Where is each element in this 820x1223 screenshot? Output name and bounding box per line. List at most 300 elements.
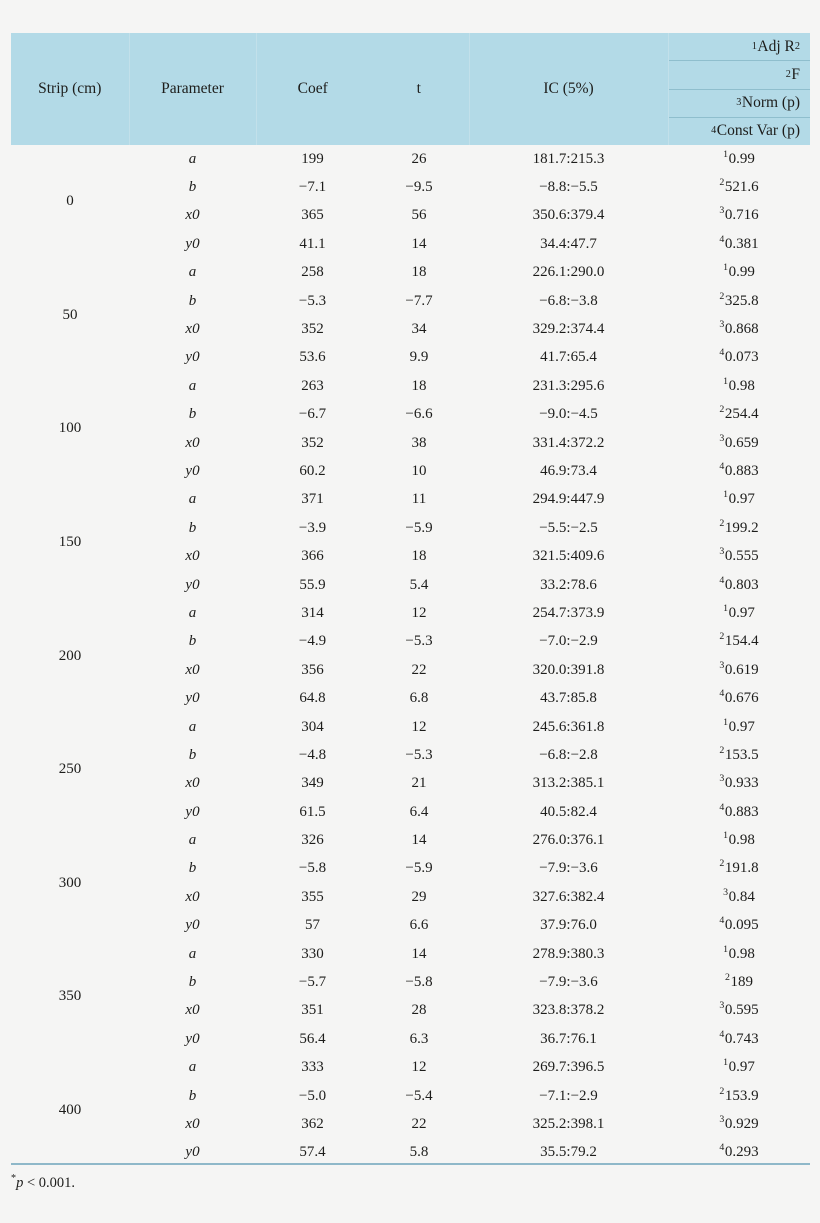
table-row — [11, 145, 810, 173]
coef-cell: −6.7 — [298, 406, 327, 423]
parameter-cell: x0 — [185, 548, 200, 565]
table-row — [11, 770, 810, 798]
ic-cell: 278.9:380.3 — [532, 945, 605, 962]
parameter-cell: x0 — [185, 434, 200, 451]
ic-cell: 254.7:373.9 — [532, 604, 605, 621]
statistic-value: 254.4 — [724, 406, 759, 423]
strip-label: 300 — [58, 874, 82, 891]
statistic-cell — [668, 514, 810, 542]
table-row — [11, 628, 810, 656]
parameter-cell: x0 — [185, 661, 200, 678]
t-value-cell: 28 — [411, 1002, 427, 1019]
ic-cell: −6.8:−2.8 — [539, 746, 598, 763]
table-row — [11, 883, 810, 911]
statistic-value: 0.293 — [724, 1144, 759, 1161]
parameter-cell: x0 — [185, 1002, 200, 1019]
t-value-cell: 34 — [411, 321, 427, 338]
coef-cell: 61.5 — [299, 803, 326, 820]
ic-cell: 320.0:391.8 — [532, 661, 605, 678]
ic-cell: 323.8:378.2 — [532, 1002, 605, 1019]
statistic-marker: 2 — [719, 631, 725, 643]
column-header-coef: Coef — [256, 33, 369, 145]
statistic-value: 0.555 — [724, 548, 759, 565]
t-value-cell: −7.7 — [405, 292, 433, 309]
statistic-marker: 3 — [719, 432, 725, 444]
parameter-cell: a — [188, 832, 197, 849]
parameter-cell: y0 — [185, 917, 200, 934]
parameter-cell: a — [188, 377, 197, 394]
statistic-cell — [668, 486, 810, 514]
column-header-parameter: Parameter — [129, 33, 256, 145]
ic-cell: 226.1:290.0 — [532, 264, 605, 281]
statistic-marker: 3 — [719, 1113, 725, 1125]
parameter-cell: x0 — [185, 888, 200, 905]
table-row — [11, 571, 810, 599]
table-row — [11, 741, 810, 769]
statistic-cell — [668, 826, 810, 854]
ic-cell: 350.6:379.4 — [532, 207, 605, 224]
statistic-cell — [668, 1054, 810, 1082]
statistic-cell — [668, 287, 810, 315]
t-value-cell: 29 — [411, 888, 427, 905]
coef-cell: 64.8 — [299, 690, 326, 707]
statistic-cell — [668, 344, 810, 372]
coef-cell: 57 — [305, 917, 320, 934]
coef-cell: 57.4 — [299, 1144, 326, 1161]
parameter-cell: b — [188, 746, 197, 763]
ic-cell: 276.0:376.1 — [532, 832, 605, 849]
statistic-value: 0.868 — [724, 321, 759, 338]
statistic-value: 0.676 — [724, 690, 759, 707]
statistic-value: 154.4 — [724, 633, 759, 650]
statistic-marker: 1 — [723, 602, 729, 614]
strip-label: 50 — [62, 306, 78, 323]
ic-cell: 313.2:385.1 — [532, 775, 605, 792]
statistic-cell — [668, 997, 810, 1025]
parameter-cell: b — [188, 406, 197, 423]
t-value-cell: 6.3 — [409, 1030, 429, 1047]
statistics-header-row-2: 2 F — [669, 60, 811, 88]
statistics-header-row-4: 4 Const Var (p) — [669, 117, 811, 145]
parameter-cell: b — [188, 860, 197, 877]
statistic-marker: 4 — [719, 915, 725, 927]
statistic-value: 0.095 — [724, 917, 759, 934]
table-row — [11, 542, 810, 570]
ic-cell: 37.9:76.0 — [540, 917, 597, 934]
t-value-cell: 6.6 — [409, 917, 429, 934]
statistics-header-label: Norm (p) — [741, 94, 800, 112]
statistic-marker: 4 — [719, 233, 725, 245]
statistic-marker: 2 — [719, 517, 725, 529]
statistic-value: 0.98 — [728, 832, 755, 849]
coef-cell: −7.1 — [298, 179, 327, 196]
t-value-cell: 14 — [411, 235, 427, 252]
t-value-cell: 22 — [411, 1115, 427, 1132]
table-body — [11, 145, 810, 1167]
statistic-marker: 2 — [719, 177, 725, 189]
t-value-cell: 14 — [411, 945, 427, 962]
statistic-marker: 2 — [719, 744, 725, 756]
statistic-value: 199.2 — [724, 519, 759, 536]
statistic-cell — [668, 173, 810, 201]
statistic-marker: 3 — [719, 205, 725, 217]
column-header-strip: Strip (cm) — [11, 33, 129, 145]
parameter-cell: a — [188, 491, 197, 508]
statistic-marker: 1 — [723, 830, 729, 842]
table-row — [11, 826, 810, 854]
parameter-cell: a — [188, 945, 197, 962]
statistic-cell — [668, 912, 810, 940]
statistics-table — [11, 33, 810, 1167]
strip-label: 0 — [66, 193, 74, 210]
parameter-cell: b — [188, 974, 197, 991]
column-header-t: t — [369, 33, 469, 145]
t-value-cell: −5.8 — [405, 974, 433, 991]
parameter-cell: x0 — [185, 775, 200, 792]
t-value-cell: 56 — [411, 207, 427, 224]
table-row — [11, 486, 810, 514]
coef-cell: −4.8 — [298, 746, 327, 763]
coef-cell: 371 — [301, 491, 324, 508]
statistic-value: 0.743 — [724, 1030, 759, 1047]
statistic-cell — [668, 1110, 810, 1138]
statistic-value: 0.883 — [724, 803, 759, 820]
t-value-cell: 6.8 — [409, 690, 429, 707]
table-row — [11, 457, 810, 485]
parameter-cell: x0 — [185, 1115, 200, 1132]
table-row — [11, 514, 810, 542]
statistic-value: 325.8 — [724, 292, 759, 309]
parameter-cell: y0 — [185, 462, 200, 479]
ic-cell: −8.8:−5.5 — [539, 179, 598, 196]
table-row — [11, 1082, 810, 1110]
statistic-marker: 2 — [719, 858, 725, 870]
coef-cell: −5.0 — [298, 1087, 327, 1104]
statistic-cell — [668, 968, 810, 996]
parameter-cell: a — [188, 718, 197, 735]
coef-cell: −3.9 — [298, 519, 327, 536]
ic-cell: 245.6:361.8 — [532, 718, 605, 735]
statistic-value: 191.8 — [724, 860, 759, 877]
statistic-value: 0.99 — [728, 150, 755, 167]
table-bottom-rule — [11, 1163, 810, 1165]
statistic-marker: 4 — [719, 1028, 725, 1040]
table-header — [11, 33, 810, 145]
statistic-marker: 1 — [723, 489, 729, 501]
statistic-value: 0.97 — [728, 718, 755, 735]
statistic-cell — [668, 713, 810, 741]
statistics-table-container — [11, 33, 810, 1167]
statistic-cell — [668, 401, 810, 429]
ic-cell: −7.1:−2.9 — [539, 1087, 598, 1104]
strip-label: 400 — [58, 1101, 82, 1118]
table-row — [11, 599, 810, 627]
t-value-cell: −5.4 — [405, 1087, 433, 1104]
coef-cell: 351 — [301, 1002, 324, 1019]
statistic-marker: 4 — [719, 347, 725, 359]
coef-cell: 330 — [301, 945, 324, 962]
footnote-text: < 0.001. — [23, 1175, 75, 1191]
coef-cell: 41.1 — [299, 235, 326, 252]
t-value-cell: 12 — [411, 718, 427, 735]
statistic-value: 0.381 — [724, 235, 759, 252]
parameter-cell: y0 — [185, 1144, 200, 1161]
t-value-cell: −9.5 — [405, 179, 433, 196]
strip-label: 350 — [58, 988, 82, 1005]
ic-cell: 331.4:372.2 — [532, 434, 605, 451]
statistic-marker: 2 — [719, 404, 725, 416]
ic-cell: 269.7:396.5 — [532, 1059, 605, 1076]
statistic-marker: 3 — [719, 659, 725, 671]
ic-cell: −6.8:−3.8 — [539, 292, 598, 309]
ic-cell: −9.0:−4.5 — [539, 406, 598, 423]
t-value-cell: 10 — [411, 462, 427, 479]
t-value-cell: −5.3 — [405, 633, 433, 650]
statistic-marker: 1 — [723, 375, 729, 387]
statistic-marker: 1 — [723, 716, 729, 728]
coef-cell: 199 — [301, 150, 324, 167]
table-row — [11, 202, 810, 230]
coef-cell: 304 — [301, 718, 324, 735]
t-value-cell: 9.9 — [409, 349, 429, 366]
t-value-cell: 6.4 — [409, 803, 429, 820]
t-value-cell: 14 — [411, 832, 427, 849]
statistic-value: 0.716 — [724, 207, 759, 224]
table-footnote — [11, 1175, 75, 1192]
statistic-cell — [668, 1082, 810, 1110]
statistic-cell — [668, 883, 810, 911]
parameter-cell: y0 — [185, 690, 200, 707]
coef-cell: 365 — [301, 207, 324, 224]
statistic-marker: 2 — [719, 290, 725, 302]
strip-label: 200 — [58, 647, 82, 664]
table-row — [11, 855, 810, 883]
statistic-value: 0.97 — [728, 1059, 755, 1076]
coef-cell: 352 — [301, 434, 324, 451]
ic-cell: −7.9:−3.6 — [539, 974, 598, 991]
statistic-value: 0.929 — [724, 1115, 759, 1132]
statistic-cell — [668, 798, 810, 826]
coef-cell: −5.8 — [298, 860, 327, 877]
statistic-marker: 3 — [723, 886, 729, 898]
t-value-cell: 12 — [411, 604, 427, 621]
ic-cell: 329.2:374.4 — [532, 321, 605, 338]
coef-cell: −4.9 — [298, 633, 327, 650]
column-header-ic: IC (5%) — [469, 33, 668, 145]
parameter-cell: y0 — [185, 1030, 200, 1047]
statistic-marker: 4 — [719, 574, 725, 586]
strip-label: 150 — [58, 533, 82, 550]
statistic-cell — [668, 259, 810, 287]
statistics-header-label: Adj R — [757, 37, 795, 55]
table-row — [11, 315, 810, 343]
t-value-cell: 38 — [411, 434, 427, 451]
table-row — [11, 968, 810, 996]
strip-label: 250 — [58, 761, 82, 778]
statistic-cell — [668, 656, 810, 684]
statistic-cell — [668, 684, 810, 712]
t-value-cell: 11 — [411, 491, 427, 508]
statistic-cell — [668, 542, 810, 570]
statistic-value: 0.595 — [724, 1002, 759, 1019]
t-value-cell: 22 — [411, 661, 427, 678]
ic-cell: 46.9:73.4 — [540, 462, 597, 479]
statistics-header-label: F — [791, 65, 800, 83]
statistic-marker: 4 — [719, 688, 725, 700]
table-row — [11, 912, 810, 940]
statistic-cell — [668, 372, 810, 400]
table-row — [11, 684, 810, 712]
table-row — [11, 997, 810, 1025]
ic-cell: −7.9:−3.6 — [539, 860, 598, 877]
statistics-header-label: Const Var (p) — [716, 122, 800, 140]
ic-cell: 327.6:382.4 — [532, 888, 605, 905]
ic-cell: 321.5:409.6 — [532, 548, 605, 565]
statistic-cell — [668, 599, 810, 627]
t-value-cell: −6.6 — [405, 406, 433, 423]
coef-cell: 333 — [301, 1059, 324, 1076]
statistic-cell — [668, 145, 810, 173]
table-row — [11, 713, 810, 741]
parameter-cell: a — [188, 264, 197, 281]
table-row — [11, 656, 810, 684]
table-row — [11, 1054, 810, 1082]
t-value-cell: 5.4 — [409, 576, 429, 593]
statistic-marker: 4 — [719, 1142, 725, 1154]
statistic-marker: 2 — [719, 1085, 725, 1097]
ic-cell: 181.7:215.3 — [532, 150, 605, 167]
t-value-cell: 18 — [411, 548, 427, 565]
coef-cell: −5.3 — [298, 292, 327, 309]
statistic-value: 189 — [730, 974, 753, 991]
coef-cell: 352 — [301, 321, 324, 338]
ic-cell: 34.4:47.7 — [540, 235, 597, 252]
statistic-cell — [668, 741, 810, 769]
statistic-value: 0.97 — [728, 604, 755, 621]
ic-cell: 43.7:85.8 — [540, 690, 597, 707]
statistic-marker: 1 — [723, 148, 729, 160]
table-header-row — [11, 33, 810, 145]
ic-cell: 35.5:79.2 — [540, 1144, 597, 1161]
column-header-statistics — [668, 33, 810, 145]
statistic-value: 0.803 — [724, 576, 759, 593]
table-row — [11, 372, 810, 400]
t-value-cell: −5.9 — [405, 519, 433, 536]
statistic-value: 0.073 — [724, 349, 759, 366]
table-row — [11, 259, 810, 287]
ic-cell: 325.2:398.1 — [532, 1115, 605, 1132]
coef-cell: 263 — [301, 377, 324, 394]
t-value-cell: 26 — [411, 150, 427, 167]
table-row — [11, 798, 810, 826]
statistic-value: 0.659 — [724, 434, 759, 451]
coef-cell: 55.9 — [299, 576, 326, 593]
statistic-cell — [668, 1025, 810, 1053]
t-value-cell: 18 — [411, 264, 427, 281]
statistic-value: 0.84 — [728, 888, 755, 905]
table-row — [11, 1025, 810, 1053]
statistic-value: 0.933 — [724, 775, 759, 792]
statistic-value: 0.619 — [724, 661, 759, 678]
statistic-marker: 4 — [719, 460, 725, 472]
statistic-marker: 1 — [723, 943, 729, 955]
ic-cell: −5.5:−2.5 — [539, 519, 598, 536]
t-value-cell: 5.8 — [409, 1144, 429, 1161]
statistic-cell — [668, 315, 810, 343]
statistic-cell — [668, 770, 810, 798]
statistic-value: 0.99 — [728, 264, 755, 281]
ic-cell: 231.3:295.6 — [532, 377, 605, 394]
coef-cell: 314 — [301, 604, 324, 621]
parameter-cell: a — [188, 150, 197, 167]
table-row — [11, 344, 810, 372]
coef-cell: −5.7 — [298, 974, 327, 991]
statistic-cell — [668, 230, 810, 258]
parameter-cell: x0 — [185, 207, 200, 224]
coef-cell: 362 — [301, 1115, 324, 1132]
statistic-cell — [668, 571, 810, 599]
statistic-marker: 4 — [719, 801, 725, 813]
parameter-cell: b — [188, 633, 197, 650]
t-value-cell: 18 — [411, 377, 427, 394]
statistic-marker: 3 — [719, 1000, 725, 1012]
coef-cell: 53.6 — [299, 349, 326, 366]
table-row — [11, 230, 810, 258]
statistics-header-row-3: 3 Norm (p) — [669, 89, 811, 117]
coef-cell: 356 — [301, 661, 324, 678]
parameter-cell: b — [188, 519, 197, 536]
statistic-value: 0.883 — [724, 462, 759, 479]
statistic-marker: 2 — [725, 972, 730, 984]
parameter-cell: a — [188, 604, 197, 621]
parameter-cell: y0 — [185, 803, 200, 820]
statistic-marker: 1 — [723, 262, 729, 274]
table-row — [11, 401, 810, 429]
strip-label: 100 — [58, 420, 82, 437]
ic-cell: −7.0:−2.9 — [539, 633, 598, 650]
parameter-cell: b — [188, 179, 197, 196]
table-row — [11, 429, 810, 457]
table-row — [11, 940, 810, 968]
parameter-cell: b — [188, 292, 197, 309]
parameter-cell: y0 — [185, 576, 200, 593]
coef-cell: 349 — [301, 775, 324, 792]
statistic-cell — [668, 940, 810, 968]
statistic-cell — [668, 855, 810, 883]
statistic-value: 153.5 — [724, 746, 759, 763]
footnote-p-symbol: p — [16, 1175, 24, 1191]
ic-cell: 41.7:65.4 — [540, 349, 597, 366]
statistic-marker: 3 — [719, 319, 725, 331]
statistic-marker: 3 — [719, 773, 725, 785]
statistic-cell — [668, 457, 810, 485]
parameter-cell: a — [188, 1059, 197, 1076]
statistic-cell — [668, 628, 810, 656]
table-row — [11, 173, 810, 201]
statistic-cell — [668, 429, 810, 457]
parameter-cell: b — [188, 1087, 197, 1104]
coef-cell: 60.2 — [299, 462, 326, 479]
coef-cell: 56.4 — [299, 1030, 326, 1047]
table-row — [11, 287, 810, 315]
coef-cell: 366 — [301, 548, 324, 565]
coef-cell: 258 — [301, 264, 324, 281]
parameter-cell: x0 — [185, 321, 200, 338]
statistic-value: 153.9 — [724, 1087, 759, 1104]
t-value-cell: 21 — [411, 775, 427, 792]
statistic-value: 0.97 — [728, 491, 755, 508]
ic-cell: 40.5:82.4 — [540, 803, 597, 820]
